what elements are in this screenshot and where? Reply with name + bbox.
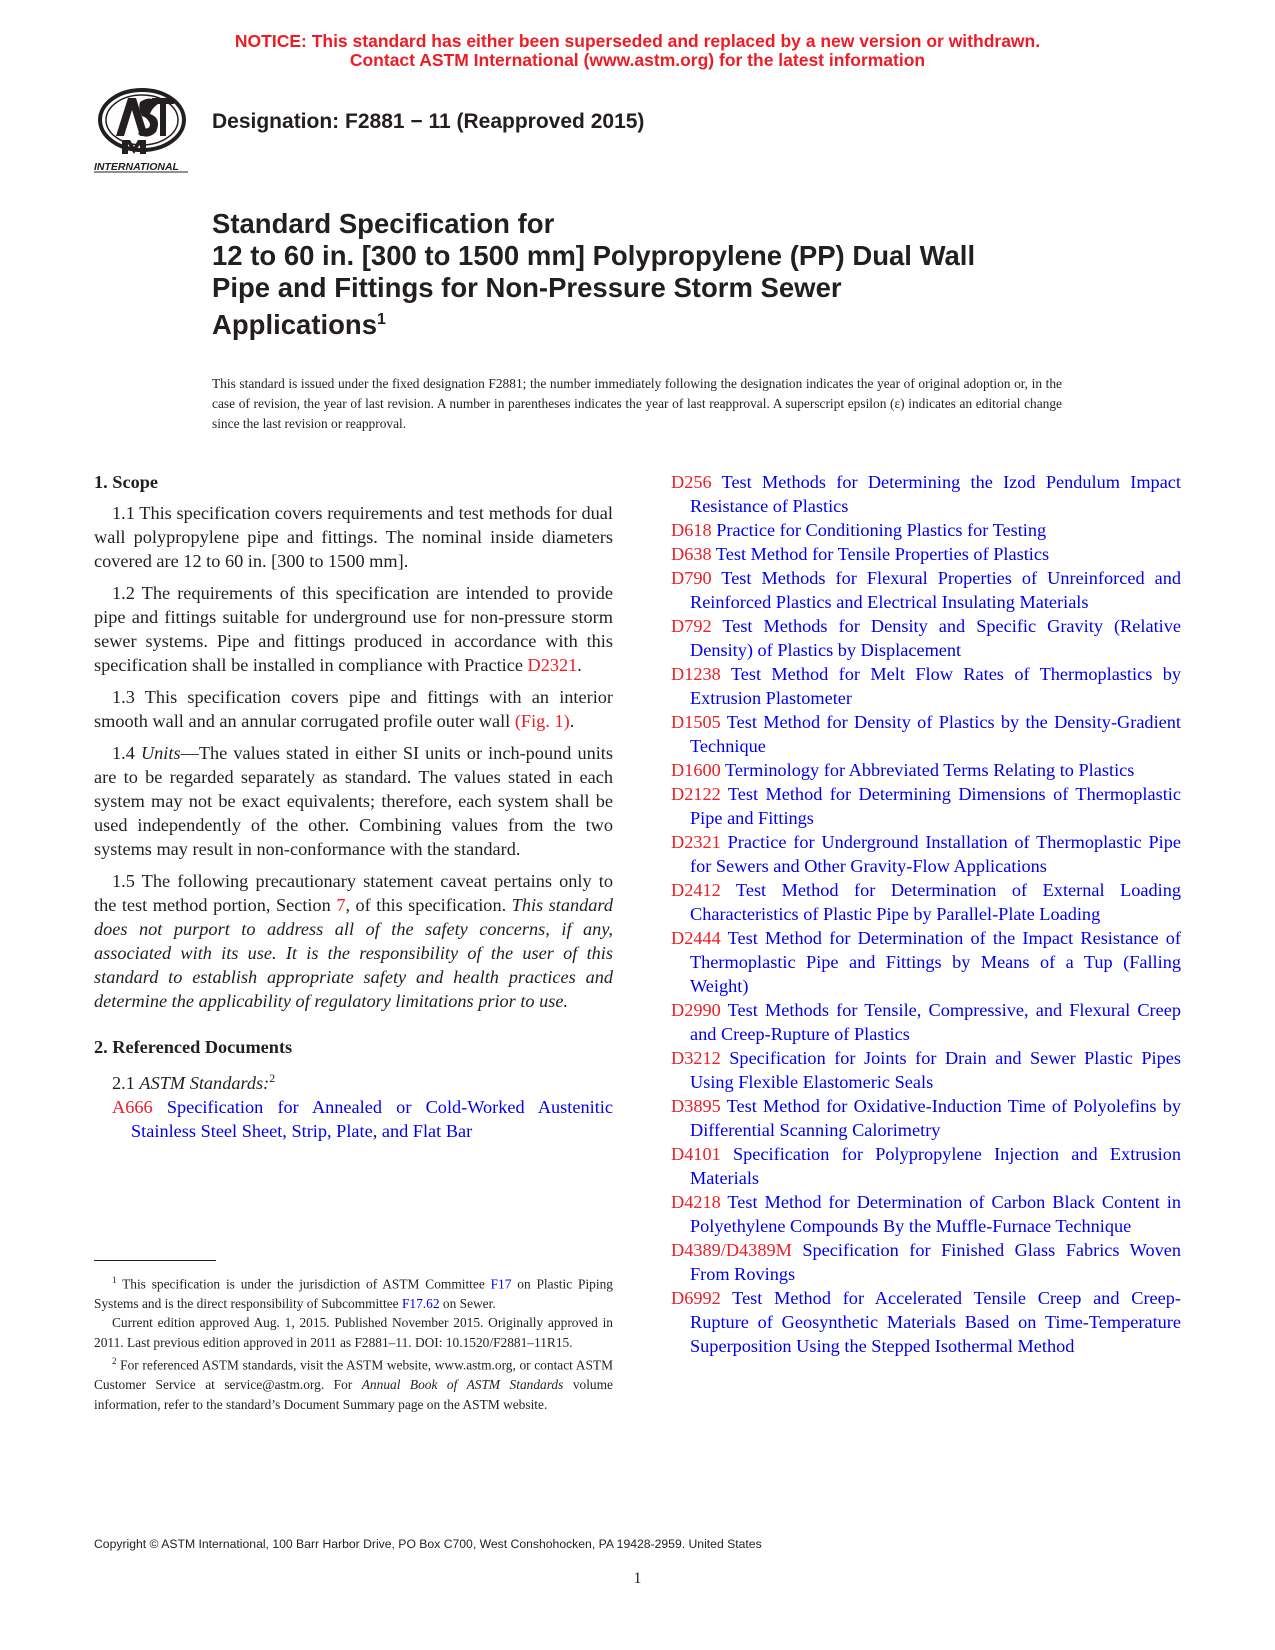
reference-title: Test Methods for Flexural Properties of Unreinforced and Reinforced Plastics and Electrical Insulating Materials xyxy=(690,568,1181,612)
reference-code: D790 xyxy=(671,568,712,588)
reference-item[interactable] xyxy=(671,1046,1181,1094)
footnote-2-text-b: volume information, refer to the standard’s Document Summary page on the ASTM website. xyxy=(94,1377,613,1412)
reference-title: Test Methods for Tensile, Compressive, and Flexural Creep and Creep-Rupture of Plastics xyxy=(690,1000,1181,1044)
refdocs-sub-title: ASTM Standards: xyxy=(139,1073,270,1094)
refdocs-subheading xyxy=(94,1066,613,1095)
footnote-1-edition: Current edition approved Aug. 1, 2015. Published November 2015. Originally approved in 2011. Last previous edition approved in 2011 as F2881–11. DOI: 10.1520/F2881–11R15. xyxy=(94,1315,613,1350)
reference-item[interactable] xyxy=(671,998,1181,1046)
title-line-4-text: Applications xyxy=(212,309,378,341)
link-d2321[interactable]: D2321 xyxy=(527,655,578,675)
reference-code: D3895 xyxy=(671,1096,721,1116)
astm-logo xyxy=(92,84,196,174)
reference-list xyxy=(671,470,1181,1358)
copyright-line: Copyright © ASTM International, 100 Barr Harbor Drive, PO Box C700, West Conshohocken, PA 19428-2959. United States xyxy=(94,1537,762,1551)
reference-code: D792 xyxy=(671,616,712,636)
reference-item[interactable] xyxy=(671,1142,1181,1190)
reference-code: D2321 xyxy=(671,832,721,852)
scope-1-4-italic: Units xyxy=(140,743,181,763)
reference-item[interactable] xyxy=(671,1094,1181,1142)
reference-item[interactable] xyxy=(671,1190,1181,1238)
notice-line-1: NOTICE: This standard has either been superseded and replaced by a new version or withdrawn. xyxy=(234,31,1041,51)
scope-1-5-caveat: This standard does not purport to address all of the safety concerns, if any, associated with its use. It is the responsibility of the user of this standard to establish appropriate safety and health practices and determine the applicability of regulatory limitations prior to use. xyxy=(94,895,614,1011)
reference-code: D256 xyxy=(671,472,712,492)
left-column xyxy=(94,470,613,1143)
reference-item[interactable] xyxy=(671,710,1181,758)
footnote-1 xyxy=(94,1271,613,1313)
reference-title: Specification for Annealed or Cold-Worked Austenitic Stainless Steel Sheet, Strip, Plate, and Flat Bar xyxy=(131,1097,613,1142)
footnote-2 xyxy=(94,1352,613,1414)
reference-title: Specification for Joints for Drain and Sewer Plastic Pipes Using Flexible Elastomeric Seals xyxy=(690,1048,1181,1092)
scope-1-5-text: 1.5 The following precautionary statement caveat pertains only to the test method portion, Section xyxy=(94,871,613,915)
footnote-2-mark: 2 xyxy=(112,1356,117,1367)
reference-title: Test Method for Oxidative-Induction Time of Polyolefins by Differential Scanning Calorimetry xyxy=(690,1096,1181,1140)
title-line-4 xyxy=(212,304,975,341)
footnote-1-text-a: This specification is under the jurisdiction of ASTM Committee xyxy=(116,1276,491,1292)
designation: Designation: F2881 − 11 (Reapproved 2015) xyxy=(212,110,645,133)
withdrawal-notice xyxy=(0,32,1275,70)
scope-1-3-end: . xyxy=(569,711,575,731)
reference-title: Specification for Polypropylene Injection and Extrusion Materials xyxy=(690,1144,1181,1188)
reference-title: Test Method for Density of Plastics by the Density-Gradient Technique xyxy=(690,712,1181,756)
footnote-2-italic: Annual Book of ASTM Standards xyxy=(361,1377,564,1393)
issuance-note: This standard is issued under the fixed designation F2881; the number immediately following the designation indicates the year of original adoption or, in the case of revision, the year of last revision. A number in parentheses indicates the year of last reapproval. A superscript epsilon (ε) indicates an editorial change since the last revision or reapproval. xyxy=(212,376,1062,431)
title-footnote-mark: 1 xyxy=(377,311,386,328)
reference-item[interactable] xyxy=(671,470,1181,518)
reference-title: Test Method for Determination of Carbon Black Content in Polyethylene Compounds By the Muffle-Furnace Technique xyxy=(690,1192,1181,1236)
link-section-7[interactable]: 7 xyxy=(336,895,346,915)
link-subcommittee-f17-62[interactable]: F17.62 xyxy=(401,1295,440,1311)
reference-code: D1238 xyxy=(671,664,721,684)
refdocs-heading: 2. Referenced Documents xyxy=(94,1037,293,1057)
reference-code: D6992 xyxy=(671,1288,721,1308)
reference-code: D2990 xyxy=(671,1000,721,1020)
reference-item[interactable] xyxy=(671,542,1181,566)
footnote-divider xyxy=(94,1260,216,1261)
reference-code: D638 xyxy=(671,544,712,564)
reference-code: D4101 xyxy=(671,1144,721,1164)
reference-code: D2444 xyxy=(671,928,721,948)
reference-title: Test Method for Melt Flow Rates of Thermoplastics by Extrusion Plastometer xyxy=(690,664,1181,708)
reference-item[interactable] xyxy=(671,1286,1181,1358)
scope-paragraph-1-2 xyxy=(94,581,613,677)
page-number: 1 xyxy=(633,1570,642,1587)
link-committee-f17[interactable]: F17 xyxy=(490,1276,512,1292)
scope-1-5-mid: , of this specification. xyxy=(345,895,512,915)
reference-title: Specification for Finished Glass Fabrics Woven From Rovings xyxy=(690,1240,1181,1284)
reference-item[interactable] xyxy=(671,662,1181,710)
scope-heading: 1. Scope xyxy=(94,472,158,492)
reference-code: D3212 xyxy=(671,1048,721,1068)
refdocs-footnote-mark: 2 xyxy=(269,1071,276,1085)
scope-1-4-number: 1.4 xyxy=(112,743,141,763)
reference-title: Test Method for Tensile Properties of Plastics xyxy=(711,544,1050,564)
reference-code: D4389/D4389M xyxy=(671,1240,792,1260)
reference-item[interactable] xyxy=(671,926,1181,998)
link-fig-1[interactable]: (Fig. 1) xyxy=(514,711,570,731)
reference-item[interactable] xyxy=(671,830,1181,878)
reference-code: D1600 xyxy=(671,760,721,780)
footnote-1-mark: 1 xyxy=(112,1275,117,1285)
title-line-3: Pipe and Fittings for Non-Pressure Storm Sewer xyxy=(212,272,842,303)
reference-code: D4218 xyxy=(671,1192,721,1212)
reference-code: A666 xyxy=(112,1097,153,1118)
reference-code: D618 xyxy=(671,520,712,540)
reference-item[interactable] xyxy=(671,614,1181,662)
reference-a666[interactable] xyxy=(112,1095,613,1143)
reference-title: Test Methods for Density and Specific Gravity (Relative Density) of Plastics by Displacement xyxy=(690,616,1181,660)
title-line-1: Standard Specification for xyxy=(212,208,555,239)
reference-title: Practice for Conditioning Plastics for Testing xyxy=(711,520,1047,540)
footnote-1-text-c: on Sewer. xyxy=(439,1295,496,1311)
logo-international-text: INTERNATIONAL xyxy=(94,161,179,173)
scope-1-3-text: 1.3 This specification covers pipe and fittings with an interior smooth wall and an annular corrugated profile outer wall xyxy=(94,687,613,731)
reference-item[interactable] xyxy=(671,566,1181,614)
notice-line-2: Contact ASTM International (www.astm.org) for the latest information xyxy=(349,50,926,70)
reference-title: Practice for Underground Installation of Thermoplastic Pipe for Sewers and Other Gravity-Flow Applications xyxy=(690,832,1181,876)
scope-paragraph-1-5 xyxy=(94,869,613,1013)
document-title xyxy=(212,208,975,341)
reference-item[interactable] xyxy=(671,878,1181,926)
reference-item[interactable] xyxy=(671,782,1181,830)
reference-title: Test Methods for Determining the Izod Pendulum Impact Resistance of Plastics xyxy=(690,472,1181,516)
reference-title: Terminology for Abbreviated Terms Relating to Plastics xyxy=(720,760,1135,780)
title-line-2: 12 to 60 in. [300 to 1500 mm] Polypropylene (PP) Dual Wall xyxy=(212,240,976,271)
scope-paragraph-1-3 xyxy=(94,685,613,733)
reference-title: Test Method for Accelerated Tensile Creep and Creep-Rupture of Geosynthetic Materials Based on Time-Temperature Superposition Using the Stepped Isothermal Method xyxy=(690,1288,1181,1356)
scope-1-2-end: . xyxy=(577,655,582,675)
reference-code: D2412 xyxy=(671,880,721,900)
refdocs-sub-number: 2.1 xyxy=(112,1073,140,1094)
reference-item[interactable] xyxy=(671,758,1181,782)
reference-code: D2122 xyxy=(671,784,721,804)
footnotes xyxy=(94,1271,613,1414)
reference-title: Test Method for Determination of External Loading Characteristics of Plastic Pipe by Parallel-Plate Loading xyxy=(690,880,1181,924)
scope-1-2-text: 1.2 The requirements of this specification are intended to provide pipe and fittings suitable for underground use for non-pressure storm sewer systems. Pipe and fittings produced in accordance with this specification shall be installed in compliance with Practice xyxy=(94,583,613,675)
footnote-2-text-a: For referenced ASTM standards, visit the ASTM website, www.astm.org, or contact ASTM Customer Service at service@astm.org. For xyxy=(94,1357,613,1393)
reference-item[interactable] xyxy=(671,1238,1181,1286)
scope-paragraph-1-1: 1.1 This specification covers requirements and test methods for dual wall polypropylene pipe and fittings. The nominal inside diameters covered are 12 to 60 in. [300 to 1500 mm]. xyxy=(94,503,613,571)
scope-1-4-text: —The values stated in either SI units or inch-pound units are to be regarded separately as standard. The values stated in each system may not be exact equivalents; therefore, each system shall be used independently of the other. Combining values from the two systems may result in non-conformance with the standard. xyxy=(94,743,614,859)
reference-item[interactable] xyxy=(671,518,1181,542)
reference-title: Test Method for Determination of the Impact Resistance of Thermoplastic Pipe and Fittings by Means of a Tup (Falling Weight) xyxy=(690,928,1181,996)
reference-title: Test Method for Determining Dimensions of Thermoplastic Pipe and Fittings xyxy=(690,784,1181,828)
reference-code: D1505 xyxy=(671,712,721,732)
scope-paragraph-1-4 xyxy=(94,741,613,861)
footnote-1-text-b: on Plastic Piping Systems and is the direct responsibility of Subcommittee xyxy=(94,1276,613,1311)
